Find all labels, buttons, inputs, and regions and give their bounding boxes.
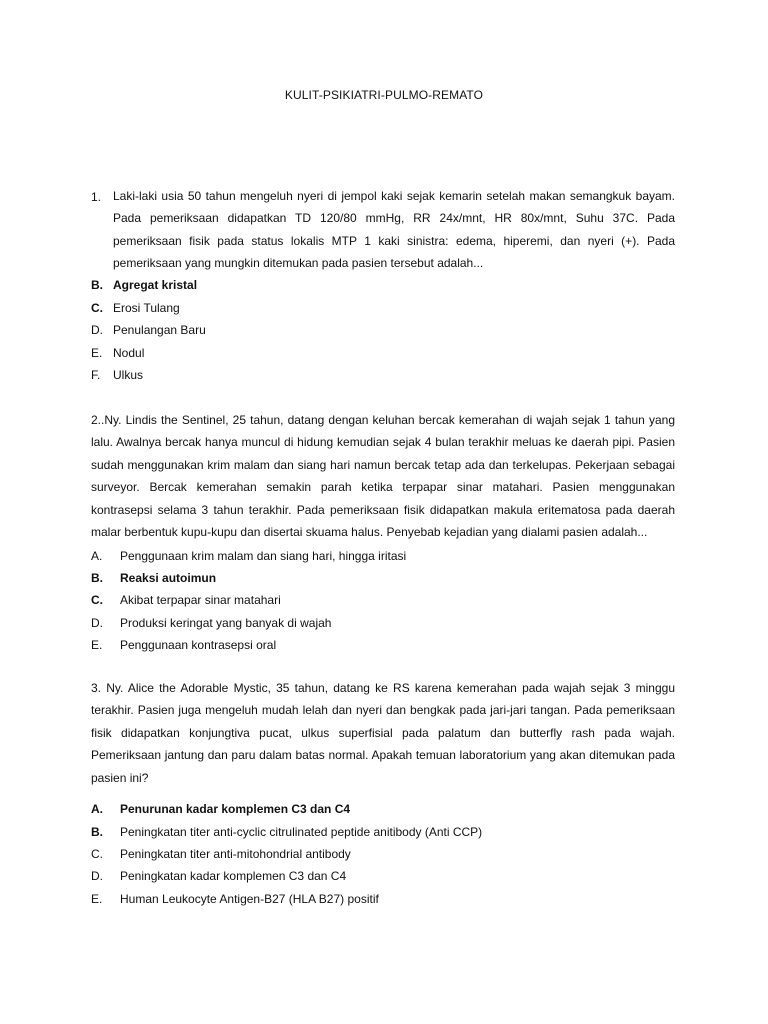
question-2-option <box>91 612 675 634</box>
question-2-option <box>91 589 675 611</box>
option-letter: B. <box>91 278 103 293</box>
question-3-option <box>91 820 675 842</box>
option-text: Agregat kristal <box>113 278 198 293</box>
option-text: Penulangan Baru <box>113 323 206 338</box>
option-text: Produksi keringat yang banyak di wajah <box>120 615 332 630</box>
question-3 <box>91 677 675 910</box>
question-1-option <box>91 274 675 296</box>
option-text: Penggunaan krim malam dan siang hari, hingga iritasi <box>120 548 407 563</box>
option-text: Reaksi autoimun <box>120 571 217 586</box>
question-1-stem-row <box>91 190 675 274</box>
option-letter: B. <box>91 571 103 586</box>
question-1-option <box>91 297 675 319</box>
option-letter: D. <box>91 323 103 338</box>
option-letter: E. <box>91 638 103 653</box>
option-text: Peningkatan kadar komplemen C3 dan C4 <box>120 869 347 884</box>
option-text: Peningkatan titer anti-cyclic citrulinated peptide anitibody (Anti CCP) <box>120 824 483 839</box>
question-3-option <box>91 865 675 887</box>
question-2-option <box>91 567 675 589</box>
option-text: Erosi Tulang <box>113 300 180 315</box>
question-2 <box>91 409 675 656</box>
option-text: Penurunan kadar komplemen C3 dan C4 <box>120 802 351 817</box>
option-letter: C. <box>91 300 103 315</box>
question-1-options <box>91 274 675 386</box>
option-letter: C. <box>91 593 103 608</box>
question-2-stem: 2..Ny. Lindis the Sentinel, 25 tahun, datang dengan keluhan bercak kemerahan di wajah sejak 1 tahun yang lalu. Awalnya bercak hanya muncul di hidung kemudian sejak 4 bulan terakhir meluas ke daerah pipi. Pasien sudah menggunakan krim malam dan siang hari namun bercak tetap ada dan terkelupas. Pekerjaan sebagai surveyor. Bercak kemerahan semakin parah ketika terpapar sinar matahari. Pasien menggunakan kontrasepsi selama 3 tahun terakhir. Pada pemeriksaan fisik didapatkan makula eritematosa pada daerah malar berbentuk kupu-kupu dan disertai skuama halus. Penyebab kejadian yang dialami pasien adalah... <box>91 413 675 540</box>
question-1-option <box>91 341 675 363</box>
option-text: Human Leukocyte Antigen-B27 (HLA B27) positif <box>120 891 379 906</box>
question-2-options <box>91 544 675 656</box>
option-letter: A. <box>91 802 103 817</box>
option-text: Penggunaan kontrasepsi oral <box>120 638 277 653</box>
option-text: Nodul <box>113 345 145 360</box>
question-3-option <box>91 843 675 865</box>
option-letter: D. <box>91 615 103 630</box>
question-3-option <box>91 888 675 910</box>
question-1-option <box>91 364 675 386</box>
question-1-option <box>91 319 675 341</box>
question-3-option <box>91 798 675 820</box>
question-1 <box>91 190 675 386</box>
option-text: Akibat terpapar sinar matahari <box>120 593 281 608</box>
question-1-stem: Laki-laki usia 50 tahun mengeluh nyeri di jempol kaki sejak kemarin setelah makan semangkuk bayam. Pada pemeriksaan didapatkan TD 120/80 mmHg, RR 24x/mnt, HR 80x/mnt, Suhu 37C. Pada pemeriksaan fisik pada status lokalis MTP 1 kaki sinistra: edema, hiperemi, dan nyeri (+). Pada pemeriksaan yang mungkin ditemukan pada pasien tersebut adalah... <box>113 189 675 270</box>
question-1-number: 1. <box>91 190 102 204</box>
option-letter: A. <box>91 548 103 563</box>
option-letter: E. <box>91 891 103 906</box>
question-2-option <box>91 634 675 656</box>
option-text: Peningkatan titer anti-mitohondrial antibody <box>120 847 351 861</box>
option-letter: C. <box>91 847 103 861</box>
question-3-stem: 3. Ny. Alice the Adorable Mystic, 35 tahun, datang ke RS karena kemerahan pada wajah sejak 3 minggu terakhir. Pasien juga mengeluh mudah lelah dan nyeri dan bengkak pada jari-jari tangan. Pada pemeriksaan fisik didapatkan konjungtiva pucat, ulkus superfisial pada palatum dan butterfly rash pada wajah. Pemeriksaan jantung dan paru dalam batas normal. Apakah temuan laboratorium yang akan ditemukan pada pasien ini? <box>91 681 675 785</box>
option-text: Ulkus <box>113 367 144 382</box>
question-3-options <box>91 798 675 910</box>
document-title: KULIT-PSIKIATRI-PULMO-REMATO <box>284 88 484 102</box>
option-letter: D. <box>91 869 103 884</box>
option-letter: E. <box>91 345 103 360</box>
option-letter: B. <box>91 824 103 839</box>
option-letter: F. <box>91 367 101 382</box>
question-2-option <box>91 544 675 566</box>
